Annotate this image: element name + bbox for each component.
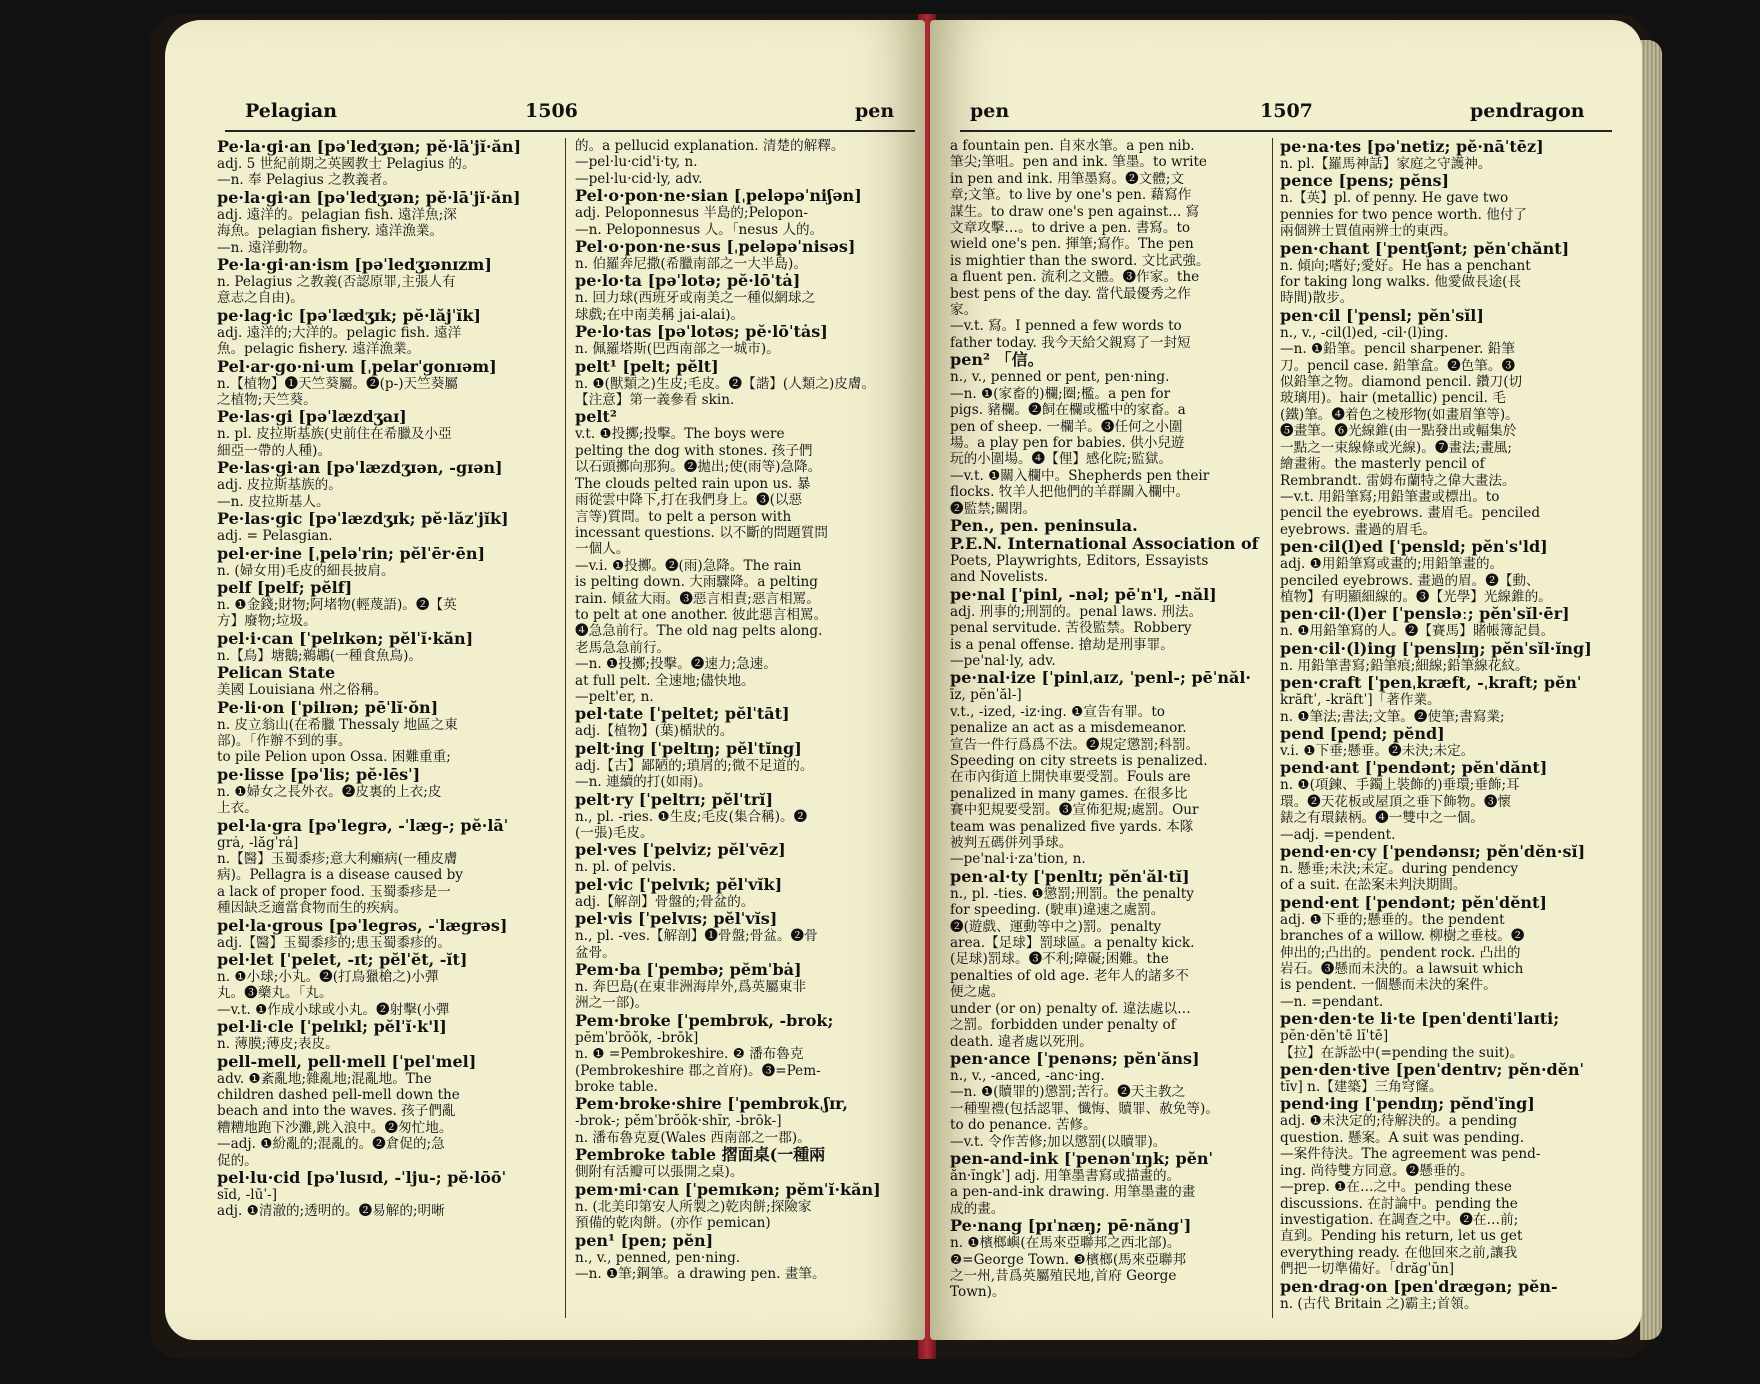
entry-headword: pen·cil [ˈpensl; pĕnˈsĭl] xyxy=(1280,306,1484,325)
entry-text: —n. Peloponnesus 人。「nesus 人的。 xyxy=(575,221,824,238)
entry-text: 老馬急急前行。 xyxy=(575,639,671,656)
entry-text: —n. ❶(家畜的)欄;圈;檻。a pen for xyxy=(950,385,1171,402)
entry-text: n. 用鉛筆書寫;鉛筆痕;細線;鉛筆線花紋。 xyxy=(1280,657,1529,674)
entry-headword: pel·vis [ˈpelvɪs; pĕlˈvĭs] xyxy=(575,910,778,929)
entry-headword: pel·tate [ˈpeltet; pĕlˈtāt] xyxy=(575,705,790,724)
entry-headword: pel·la·grous [pəˈlegrəs, -ˈlægrəs] xyxy=(217,916,508,935)
entry-text: n., v., -anced, -anc·ing. xyxy=(950,1067,1105,1084)
entry-headword: pem·mi·can [ˈpemɪkən; pĕmˈĭ·kăn] xyxy=(575,1180,881,1199)
entry-text: Town)。 xyxy=(950,1284,1006,1301)
entry-text: 謀生。to draw one's pen against... 寫 xyxy=(950,203,1200,220)
entry-text: 海魚。pelagian fishery. 遠洋漁業。 xyxy=(217,223,444,240)
entry-headword: pel·let [ˈpelet, -ɪt; pĕlˈĕt, -ĭt] xyxy=(217,951,468,969)
right-column-1 xyxy=(950,138,1268,1301)
entry-text: n. ❶(項鍊、手鐲上裝飾的)垂環;垂飾;耳 xyxy=(1280,777,1520,794)
entry-headword: Pe·la·gi·an·ism [pəˈledʒɪənɪzm] xyxy=(217,256,492,275)
entry-text: (足球)罰球。❸不利;障礙;困難。the xyxy=(950,951,1169,968)
entry-text: —n. ❶(贖罪的)懲罰;苦行。❷天主教之 xyxy=(950,1084,1186,1101)
entry-text: branches of a willow. 柳樹之垂枝。❷ xyxy=(1280,928,1525,945)
entry-text: 家。 xyxy=(950,302,978,319)
entry-headword: pelt¹ [pelt; pĕlt] xyxy=(575,357,719,376)
entry-headword: pel·lu·cid [pəˈlusɪd, -ˈlju-; pĕ·lōōˈ xyxy=(217,1169,507,1188)
entry-headword: Pel·ar·go·ni·um [ˌpelarˈgonɪəm] xyxy=(217,357,497,376)
entry-text: 時間)散步。 xyxy=(1280,290,1354,307)
entry-text: n. 薄膜;薄皮;表皮。 xyxy=(217,1036,339,1053)
entry-text: adj. 皮拉斯基族的。 xyxy=(217,477,342,494)
entry-headword: pe·lag·ic [pəˈlædʒɪk; pĕ·lăjˈĭk] xyxy=(217,306,481,325)
entry-headword: pen·al·ty [ˈpenltɪ; pĕnˈăl·tĭ] xyxy=(950,867,1190,886)
entry-text: n. ❶小球;小丸。❷(打鳥獵槍之)小彈 xyxy=(217,969,439,985)
entry-text: wield one's pen. 揮筆;寫作。The pen xyxy=(950,236,1194,253)
entry-text: 錶之有環錶柄。❹一雙中之一個。 xyxy=(1280,810,1484,827)
entry-text: ❺畫筆。❻光線錐(由一點發出或輻集於 xyxy=(1280,423,1517,440)
entry-text: adj.【解剖】骨盤的;骨盆的。 xyxy=(575,893,755,910)
entry-text: at full pelt. 全速地;儘快地。 xyxy=(575,672,755,689)
entry-text: 伸出的;凸出的。pendent rock. 凸出的 xyxy=(1280,944,1521,961)
entry-text: n., v., penned or pent, pen·ning. xyxy=(950,369,1170,386)
entry-headword: Pe·la·gi·an [pəˈledʒɪən; pĕ·lāˈjĭ·ăn] xyxy=(217,138,522,156)
entry-headword: Pe·las·gi·an [pəˈlæzdʒɪən, -gɪən] xyxy=(217,459,503,478)
entry-text: —adj. =pendent. xyxy=(1280,826,1396,843)
entry-text: n. pl.【羅馬神話】家庭之守護神。 xyxy=(1280,156,1492,172)
entry-headword: pend·en·cy [ˈpendənsɪ; pĕnˈdĕn·sĭ] xyxy=(1280,843,1586,861)
entry-text: pelting the dog with stones. 孩子們 xyxy=(575,442,813,459)
entry-text: broke table. xyxy=(575,1079,658,1096)
entry-headword: Pel·o·pon·ne·sus [ˌpeləpəˈnisəs] xyxy=(575,238,856,257)
entry-text: ❷監禁;關閉。 xyxy=(950,500,1037,517)
left-column-1 xyxy=(217,138,557,1220)
entry-text: death. 違者處以死刑。 xyxy=(950,1033,1093,1050)
entry-text: a lack of proper food. 玉蜀黍疹是一 xyxy=(217,883,451,900)
entry-headword: pel·i·can [ˈpelɪkən; pĕlˈĭ·kăn] xyxy=(217,629,474,648)
entry-text: —pel·lu·cid'i·ty, n. xyxy=(575,154,698,171)
left-guide-word-end: pen xyxy=(855,100,895,122)
entry-text: —n. ❶筆;鋼筆。a drawing pen. 畫筆。 xyxy=(575,1265,826,1282)
entry-text: 【注意】第一義參看 skin. xyxy=(575,392,735,409)
entry-headword: pel·ves [ˈpelviz; pĕlˈvēz] xyxy=(575,841,786,860)
entry-headword: pelt·ry [ˈpeltrɪ; pĕlˈtrĭ] xyxy=(575,790,774,809)
entry-text: —n. 皮拉斯基人。 xyxy=(217,493,330,510)
entry-text: pĕn·dĕnˈtē lĭˈtē] xyxy=(1280,1028,1389,1045)
entry-text: best pens of the day. 當代最優秀之作 xyxy=(950,285,1191,302)
entry-text: adj. ❶用鉛筆寫或畫的;用鉛筆畫的。 xyxy=(1280,556,1504,573)
entry-text: n. ❶金錢;財物;阿堵物(輕蔑語)。❷【英 xyxy=(217,596,457,613)
entry-text: 成的畫。 xyxy=(950,1200,1005,1217)
entry-headword: pen·cil·(l)ing [ˈpensl̩ɪŋ; pĕnˈsĭl·ĭng] xyxy=(1280,639,1592,658)
entry-text: to do penance. 苦修。 xyxy=(950,1117,1097,1134)
entry-text: n., v., penned, pen·ning. xyxy=(575,1249,741,1266)
entry-text: (Pembrokeshire 郡之首府)。❸=Pem- xyxy=(575,1062,821,1079)
entry-text: —adj. ❶紛亂的;混亂的。❷倉促的;急 xyxy=(217,1136,445,1153)
entry-text: n. ❶筆法;書法;文筆。❷使筆;書寫業; xyxy=(1280,708,1505,725)
entry-headword: P.E.N. International Association of xyxy=(950,534,1259,553)
entry-headword: pen·den·tive [penˈdentɪv; pĕn·dĕnˈ xyxy=(1280,1061,1585,1080)
entry-text: adj. 遠洋的;大洋的。pelagic fish. 遠洋 xyxy=(217,324,462,341)
entry-headword: pen·drag·on [penˈdrægən; pĕn- xyxy=(1280,1277,1558,1296)
column-divider xyxy=(1272,138,1273,1318)
entry-text: 場。a play pen for babies. 供小兒遊 xyxy=(950,434,1185,451)
entry-headword: pen·craft [ˈpenˌkræft, -ˌkraft; pĕnˈ xyxy=(1280,674,1582,693)
entry-text: (鐵)筆。❹着色之棱形物(如畫眉筆等)。 xyxy=(1280,406,1519,423)
entry-text: n. 佩羅塔斯(巴西南部之一城市)。 xyxy=(575,341,780,358)
entry-text: investigation. 在調查之中。❷在…前; xyxy=(1280,1211,1519,1228)
entry-text: sĭd, -lūˈ-] xyxy=(217,1187,277,1204)
entry-text: 直到。Pending his return, let us get xyxy=(1280,1228,1523,1245)
entry-text: 繪畫術。the masterly pencil of xyxy=(1280,456,1485,473)
entry-text: The clouds pelted rain upon us. 暴 xyxy=(575,475,811,492)
entry-text: 岩石。❸懸而未決的。a lawsuit which xyxy=(1280,961,1524,978)
left-page-number: 1506 xyxy=(525,100,578,122)
entry-text: 言等)質問。to pelt a person with xyxy=(575,508,792,525)
entry-headword: pen² 「信。 xyxy=(950,351,1044,370)
entry-text: adj. Peloponnesus 半島的;Pelopon- xyxy=(575,205,808,222)
left-column-2 xyxy=(575,138,920,1282)
entry-text: is pelting down. 大雨驟降。a pelting xyxy=(575,574,819,591)
entry-text: everything ready. 在他回來之前,讓我 xyxy=(1280,1244,1518,1261)
entry-text: 美國 Louisiana 州之俗稱。 xyxy=(217,682,388,699)
entry-text: discussions. 在討論中。pending the xyxy=(1280,1195,1518,1212)
entry-text: ❷(遊戲、運動等中之)罰。penalty xyxy=(950,918,1162,935)
entry-headword: Pe·las·gi [pəˈlæzdʒaɪ] xyxy=(217,408,407,427)
entry-text: —pel·lu·cid·ly, adv. xyxy=(575,170,703,187)
page-edges xyxy=(1640,40,1662,1340)
entry-text: —案件待決。The agreement was pend- xyxy=(1280,1146,1541,1163)
entry-headword: pend [pend; pĕnd] xyxy=(1280,724,1445,743)
entry-text: n. 潘布魯克夏(Wales 西南部之一郡)。 xyxy=(575,1129,811,1146)
entry-headword: Pem·broke [ˈpembrʊk, -brok; xyxy=(575,1011,834,1030)
right-page xyxy=(930,20,1642,1340)
entry-text: n. 伯羅奔尼撒(希臘南部之一大半島)。 xyxy=(575,256,807,273)
entry-text: 預備的乾肉餅。(亦作 pemican) xyxy=(575,1215,771,1232)
entry-text: —pelt'er, n. xyxy=(575,688,654,705)
header-rule xyxy=(960,130,1612,132)
entry-text: n. (古代 Britain 之)霸主;首領。 xyxy=(1280,1295,1478,1312)
entry-text: —pe'nal·ly, adv. xyxy=(950,652,1056,669)
entry-text: 章;文筆。to live by one's pen. 藉寫作 xyxy=(950,187,1192,204)
entry-text: adv. ❶紊亂地;雜亂地;混亂地。The xyxy=(217,1070,432,1087)
entry-text: 賽中犯規要受罰。❸宣佈犯規;處罰。Our xyxy=(950,802,1199,819)
entry-headword: pelf [pelf; pĕlf] xyxy=(217,578,353,597)
entry-text: penalties of old age. 老年人的諸多不 xyxy=(950,967,1189,984)
entry-headword: pel·er·ine [ˌpeləˈrin; pĕlˈēr·ēn] xyxy=(217,544,486,563)
entry-text: 文章攻擊…。to drive a pen. 書寫。to xyxy=(950,220,1191,237)
left-page xyxy=(165,20,925,1340)
entry-text: n. 奔巴島(在東非洲海岸外,爲英屬東非 xyxy=(575,979,806,996)
entry-text: under (or on) penalty of. 違法處以… xyxy=(950,1000,1191,1017)
entry-text: and Novelists. xyxy=(950,569,1049,586)
entry-text: 種因缺乏適當食物而生的疾病。 xyxy=(217,900,408,917)
entry-text: n.【醫】玉蜀黍疹;意大利癩病(一種皮膚 xyxy=(217,850,458,867)
entry-text: n.【英】pl. of penny. He gave two xyxy=(1280,190,1509,207)
entry-text: n. (婦女用)毛皮的細長披肩。 xyxy=(217,562,395,579)
entry-text: 玩的小圍場。❹【俚】感化院;監獄。 xyxy=(950,451,1173,468)
entry-headword: pend·ing [ˈpendɪŋ; pĕndˈĭng] xyxy=(1280,1095,1535,1114)
entry-text: 刀。pencil case. 鉛筆盒。❷色筆。❸ xyxy=(1280,357,1516,374)
left-guide-word: Pelagian xyxy=(245,100,338,122)
entry-text: —v.i. ❶投擲。❷(雨)急降。The rain xyxy=(575,557,802,574)
entry-text: 之一州,昔爲英屬殖民地,首府 George xyxy=(950,1267,1177,1284)
entry-text: 球戲;在中南美稱 jai-alai)。 xyxy=(575,306,745,323)
entry-text: 之植物;天竺葵。 xyxy=(217,392,317,409)
entry-text: 意志之自由)。 xyxy=(217,290,304,307)
entry-text: penciled eyebrows. 畫過的眉。❷【動、 xyxy=(1280,572,1540,589)
entry-headword: Pe·nang [pɪˈnæŋ; pē·năngˈ] xyxy=(950,1217,1192,1236)
entry-text: penalize an act as a misdemeanor. xyxy=(950,720,1187,737)
entry-text: adj.【醫】玉蜀黍疹的;患玉蜀黍疹的。 xyxy=(217,934,451,951)
entry-text: n., pl. -ties. ❶懲罰;刑罰。the penalty xyxy=(950,885,1194,902)
entry-text: -brok-; pĕmˈbrŏŏk·shĭr, -brōk-] xyxy=(575,1113,782,1130)
entry-headword: pe·na·tes [pəˈnetiz; pĕ·nāˈtēz] xyxy=(1280,138,1544,156)
entry-text: rain. 傾盆大雨。❸惡言相責;惡言相罵。 xyxy=(575,590,820,607)
entry-text: 丸。❸藥丸。「丸。 xyxy=(217,985,333,1002)
entry-text: penalized in many games. 在很多比 xyxy=(950,785,1188,802)
entry-text: n. pl. 皮拉斯基族(史前住在希臘及小亞 xyxy=(217,426,452,443)
entry-headword: pend·ant [ˈpendənt; pĕnˈdănt] xyxy=(1280,759,1548,778)
entry-text: adj. 刑事的;刑罰的。penal laws. 刑法。 xyxy=(950,603,1203,620)
entry-text: v.t., -ized, -iz·ing. ❶宣告有罪。to xyxy=(950,703,1165,720)
entry-text: —n. ❶鉛筆。pencil sharpener. 鉛筆 xyxy=(1280,341,1515,358)
entry-text: (一張)毛皮。 xyxy=(575,825,654,841)
entry-text: 細亞一帶的人種)。 xyxy=(217,442,332,459)
entry-text: is a penal offense. 搶劫是刑事罪。 xyxy=(950,636,1174,653)
entry-headword: pe·la·gi·an [pəˈledʒɪən; pĕ·lāˈjĭ·ăn] xyxy=(217,188,521,207)
entry-text: 上衣。 xyxy=(217,800,258,817)
entry-headword: Pel·o·pon·ne·sian [ˌpeləpəˈniʃən] xyxy=(575,187,862,206)
entry-text: in pen and ink. 用筆墨寫。❷文體;文 xyxy=(950,170,1185,187)
entry-text: —pe'nal·i·za'tion, n. xyxy=(950,851,1086,868)
entry-text: ăn·ĭngkˈ] adj. 用筆墨書寫或描畫的。 xyxy=(950,1167,1181,1184)
entry-text: adj.【古】鄙陋的;瑣屑的;微不足道的。 xyxy=(575,757,814,774)
entry-text: adj. 遠洋的。pelagian fish. 遠洋魚;深 xyxy=(217,206,457,223)
entry-headword: pel·vic [ˈpelvɪk; pĕlˈvĭk] xyxy=(575,875,783,894)
entry-text: 一種聖禮(包括認罪、懺悔、贖罪、赦免等)。 xyxy=(950,1100,1219,1117)
entry-text: —v.t. ❶作成小球或小丸。❷射擊(小彈 xyxy=(217,1001,450,1018)
entry-text: incessant questions. 以不斷的問題質問 xyxy=(575,524,828,541)
entry-text: 雨從雲中降下,打在我們身上。❸(以惡 xyxy=(575,492,803,509)
entry-text: pigs. 豬欄。❷飼在欄或檻中的家畜。a xyxy=(950,402,1186,419)
entry-text: —v.t. 令作苦修;加以懲罰(以贖罪)。 xyxy=(950,1133,1167,1150)
entry-text: 宣告一件行爲爲不法。❷規定懲罰;科罰。 xyxy=(950,736,1200,753)
entry-headword: pen·chant [ˈpentʃənt; pĕnˈchănt] xyxy=(1280,239,1570,258)
entry-headword: pelt² xyxy=(575,408,617,427)
entry-headword: Pem·broke·shire [ˈpembrʊkˌʃɪr, xyxy=(575,1095,848,1114)
entry-text: ❹急急前行。The old nag pelts along. xyxy=(575,623,823,640)
entry-headword: pen·cil·(l)er [ˈpensləː; pĕnˈsĭl·ēr] xyxy=(1280,605,1570,624)
entry-text: area.【足球】罰球區。a penalty kick. xyxy=(950,935,1195,952)
entry-headword: Pe·lo·tas [pəˈlotəs; pĕ·lōˈtȧs] xyxy=(575,323,828,342)
entry-text: 之罰。forbidden under penalty of xyxy=(950,1017,1176,1034)
entry-text: n. 皮立翁山(在希臘 Thessaly 地區之東 xyxy=(217,716,458,733)
entry-headword: pel·la·gra [pəˈlegrə, -ˈlæg-; pĕ·lāˈ xyxy=(217,816,509,835)
entry-headword: pen·den·te li·te [penˈdentiˈlaɪti; xyxy=(1280,1010,1560,1029)
right-page-number: 1507 xyxy=(1260,100,1313,122)
entry-text: flocks. 牧羊人把他們的羊群關入欄中。 xyxy=(950,484,1190,501)
entry-text: 植物】有明顯細線的。❸【光學】光線錐的。 xyxy=(1280,588,1552,605)
entry-text: n. ❶婦女之長外衣。❷皮裏的上衣;皮 xyxy=(217,783,442,800)
entry-text: beach and into the waves. 孩子們亂 xyxy=(217,1103,456,1120)
entry-text: 在市內街道上開快車要受罰。Fouls are xyxy=(950,769,1191,786)
entry-headword: pen-and-ink [ˈpenənˈɪŋk; pĕnˈ xyxy=(950,1149,1214,1168)
entry-text: v.i. ❶下垂;懸垂。❷未決;未定。 xyxy=(1280,742,1475,759)
entry-text: n. 回力球(西班牙或南美之一種似網球之 xyxy=(575,290,816,307)
entry-text: n., v., -cil(l)ed, -cil·(l)ing. xyxy=(1280,324,1449,341)
entry-text: Rembrandt. 雷姆布蘭特之偉大畫法。 xyxy=(1280,472,1516,489)
entry-text: 促的。 xyxy=(217,1152,258,1169)
entry-text: pen of sheep. 一欄羊。❸任何之小圍 xyxy=(950,418,1183,435)
entry-text: 的。a pellucid explanation. 清楚的解釋。 xyxy=(575,138,845,154)
entry-text: adj. ❶下垂的;懸垂的。the pendent xyxy=(1280,911,1505,928)
entry-text: 被判五碼併列爭球。 xyxy=(950,835,1073,852)
entry-text: n., pl. -ves.【解剖】❶骨盤;骨盆。❷骨 xyxy=(575,928,818,945)
entry-text: 糟糟地跑下沙灘,跳入浪中。❷匆忙地。 xyxy=(217,1119,453,1136)
column-divider xyxy=(565,138,566,1318)
entry-text: n. ❶(獸類之)生皮;毛皮。❷【諧】(人類之)皮膚。 xyxy=(575,375,876,392)
entry-text: a pen-and-ink drawing. 用筆墨畫的畫 xyxy=(950,1184,1196,1201)
entry-text: 部)。「作辦不到的事。 xyxy=(217,732,352,749)
entry-text: —prep. ❶在…之中。pending these xyxy=(1280,1179,1512,1196)
entry-text: ❷=George Town. ❸檳榔(馬來亞聯邦 xyxy=(950,1251,1187,1268)
entry-text: 洲之一部)。 xyxy=(575,995,649,1012)
entry-text: —v.t. ❶關入欄中。Shepherds pen their xyxy=(950,467,1210,484)
entry-text: 便之處。 xyxy=(950,984,1005,1001)
entry-text: adj. 5 世紀前期之英國教士 Pelagius 的。 xyxy=(217,156,476,172)
entry-text: penal servitude. 苦役監禁。Robbery xyxy=(950,620,1192,637)
entry-text: adj. ❶清澈的;透明的。❷易解的;明晰 xyxy=(217,1203,445,1220)
entry-text: to pile Pelion upon Ossa. 困難重重; xyxy=(217,749,451,766)
entry-text: v.t. ❶投擲;投擊。The boys were xyxy=(575,426,785,443)
entry-text: 玻璃用)。hair (metallic) pencil. 毛 xyxy=(1280,390,1506,407)
entry-headword: pence [pens; pĕns] xyxy=(1280,172,1450,191)
entry-text: tĭv] n.【建築】三角穹窿。 xyxy=(1280,1079,1443,1096)
entry-text: 側附有活瓣可以張開之桌)。 xyxy=(575,1164,744,1181)
entry-text: of a suit. 在訟案未判決期間。 xyxy=(1280,877,1467,894)
entry-text: is mightier than the sword. 文比武強。 xyxy=(950,252,1210,269)
entry-text: 方】廢物;垃圾。 xyxy=(217,613,317,630)
entry-text: Poets, Playwrights, Editors, Essayists xyxy=(950,552,1209,569)
entry-text: n. 懸垂;未決;未定。during pendency xyxy=(1280,861,1519,877)
entry-headword: pe·lisse [pəˈlis; pĕ·lēsˈ] xyxy=(217,765,421,784)
entry-text: 一點之一束線條或光線)。❼畫法;畫風; xyxy=(1280,439,1512,456)
entry-text: for taking long walks. 他愛做長途(長 xyxy=(1280,274,1522,291)
entry-headword: pen·ance [ˈpenəns; pĕnˈăns] xyxy=(950,1049,1200,1068)
entry-text: to pelt at one another. 彼此惡言相罵。 xyxy=(575,606,828,623)
entry-text: 筆尖;筆咀。pen and ink. 筆墨。to write xyxy=(950,154,1207,171)
right-column-2 xyxy=(1280,138,1620,1312)
entry-text: 兩個辨士買值兩辨士的東西。 xyxy=(1280,223,1457,240)
entry-text: n. ❶用鉛筆寫的人。❷【賽馬】賭帳簿記員。 xyxy=(1280,623,1555,640)
entry-text: īz, pĕnˈăl-] xyxy=(950,687,1022,704)
entry-text: krăftˈ, -kräftˈ]「著作業。 xyxy=(1280,692,1441,709)
entry-headword: Pem·ba [ˈpembə; pĕmˈbȧ] xyxy=(575,961,802,980)
entry-text: a fluent pen. 流利之文體。❸作家。the xyxy=(950,269,1200,286)
entry-text: a fountain pen. 自來水筆。a pen nib. xyxy=(950,138,1195,154)
entry-text: —n. 奉 Pelagius 之教義者。 xyxy=(217,172,397,189)
entry-headword: pe·nal [ˈpinl, -nəl; pēˈn'l, -năl] xyxy=(950,585,1217,604)
entry-text: 病)。Pellagra is a disease caused by xyxy=(217,867,463,884)
entry-text: —v.t. 用鉛筆寫;用鉛筆畫或標出。to xyxy=(1280,488,1500,505)
entry-text: adj. ❶未決定的;待解決的。a pending xyxy=(1280,1113,1518,1130)
entry-text: Speeding on city streets is penalized. xyxy=(950,753,1208,769)
entry-text: team was penalized five yards. 本隊 xyxy=(950,818,1194,835)
right-guide-word: pen xyxy=(970,100,1010,122)
entry-text: n. ❶ =Pembrokeshire. ❷ 潘布魯克 xyxy=(575,1046,804,1063)
entry-headword: Pen., pen. peninsula. xyxy=(950,516,1138,535)
entry-text: 們把一切準備好。「drăgˈŭn] xyxy=(1280,1261,1455,1278)
entry-text: grȧ, -lăgˈrȧ] xyxy=(217,834,299,851)
entry-text: —n. 連續的打(如雨)。 xyxy=(575,774,712,791)
entry-text: pennies for two pence worth. 他付了 xyxy=(1280,206,1528,223)
entry-text: for speeding. (駛車)違速之處罰。 xyxy=(950,902,1165,919)
entry-text: 環。❷天花板或屋頂之垂下飾物。❸懷 xyxy=(1280,793,1512,810)
entry-headword: Pe·li·on [ˈpilɪən; pēˈlĭ·ŏn] xyxy=(217,698,439,717)
entry-text: —n. ❶投擲;投擊。❷速力;急速。 xyxy=(575,656,777,673)
entry-text: is pendent. 一個懸而未決的案件。 xyxy=(1280,977,1497,994)
entry-text: n., pl. -ries. ❶生皮;毛皮(集合稱)。❷ xyxy=(575,808,808,825)
entry-text: children dashed pell-mell down the xyxy=(217,1087,460,1104)
entry-headword: pe·lo·ta [pəˈlotə; pĕ·lōˈtȧ] xyxy=(575,272,801,291)
right-guide-word-end: pendragon xyxy=(1470,100,1585,122)
entry-text: 似鉛筆之物。diamond pencil. 鑽刀(切 xyxy=(1280,374,1523,391)
entry-text: —v.t. 寫。I penned a few words to xyxy=(950,318,1182,335)
entry-headword: Pembroke table 摺面桌(一種兩 xyxy=(575,1146,826,1165)
entry-text: n. pl. of pelvis. xyxy=(575,859,677,876)
entry-headword: pen·cil(l)ed [ˈpensld; pĕnˈs'ld] xyxy=(1280,538,1548,557)
entry-text: pencil the eyebrows. 畫眉毛。penciled xyxy=(1280,505,1541,522)
entry-text: —n. =pendant. xyxy=(1280,993,1384,1010)
entry-text: ing. 尚待雙方同意。❷懸垂的。 xyxy=(1280,1162,1474,1179)
entry-text: eyebrows. 畫過的眉毛。 xyxy=(1280,521,1436,538)
entry-text: n. (北美印第安人所製之)乾肉餅;探險家 xyxy=(575,1198,812,1215)
entry-headword: Pe·las·gic [pəˈlæzdʒɪk; pĕ·lăzˈjĭk] xyxy=(217,510,509,529)
entry-text: 魚。pelagic fishery. 遠洋漁業。 xyxy=(217,341,421,358)
entry-text: n. ❶檳榔嶼(在馬來亞聯邦之西北部)。 xyxy=(950,1235,1181,1252)
entry-headword: pen¹ [pen; pĕn] xyxy=(575,1231,714,1250)
entry-text: 盆骨。 xyxy=(575,944,616,961)
header-rule xyxy=(225,130,915,132)
entry-text: n.【植物】❶天竺葵屬。❷(p-)天竺葵屬 xyxy=(217,375,458,392)
entry-headword: pe·nal·ize [ˈpinlˌaɪz, ˈpenl-; pēˈnăl· xyxy=(950,669,1251,688)
entry-text: adj.【植物】(葉)楯狀的。 xyxy=(575,723,734,740)
entry-text: pĕmˈbrŏŏk, -brōk] xyxy=(575,1029,699,1046)
entry-text: adj. = Pelasgian. xyxy=(217,528,333,545)
entry-headword: pelt·ing [ˈpeltɪŋ; pĕlˈtĭng] xyxy=(575,739,802,758)
entry-headword: pend·ent [ˈpendənt; pĕnˈdĕnt] xyxy=(1280,893,1547,912)
entry-text: question. 懸案。A suit was pending. xyxy=(1280,1129,1525,1146)
entry-headword: pel·li·cle [ˈpelɪkl; pĕlˈĭ·k'l] xyxy=(217,1018,447,1037)
entry-headword: pell-mell, pell·mell [ˈpelˈmel] xyxy=(217,1052,477,1071)
entry-text: 一個人。 xyxy=(575,541,630,558)
entry-text: n. Pelagius 之教義(否認原罪,主張人有 xyxy=(217,274,456,291)
entry-text: father today. 我今天給父親寫了一封短 xyxy=(950,334,1191,351)
entry-text: n.【鳥】塘鵝;鵜鶘(一種食魚鳥)。 xyxy=(217,647,422,664)
entry-text: —n. 遠洋動物。 xyxy=(217,239,316,256)
entry-headword: Pelican State xyxy=(217,664,336,683)
entry-text: 以石頭擲向那狗。❷拋出;使(雨等)急降。 xyxy=(575,459,822,476)
entry-text: 【拉】在訴訟中(=pending the suit)。 xyxy=(1280,1044,1524,1061)
entry-text: n. 傾向;嗜好;愛好。He has a penchant xyxy=(1280,257,1531,274)
